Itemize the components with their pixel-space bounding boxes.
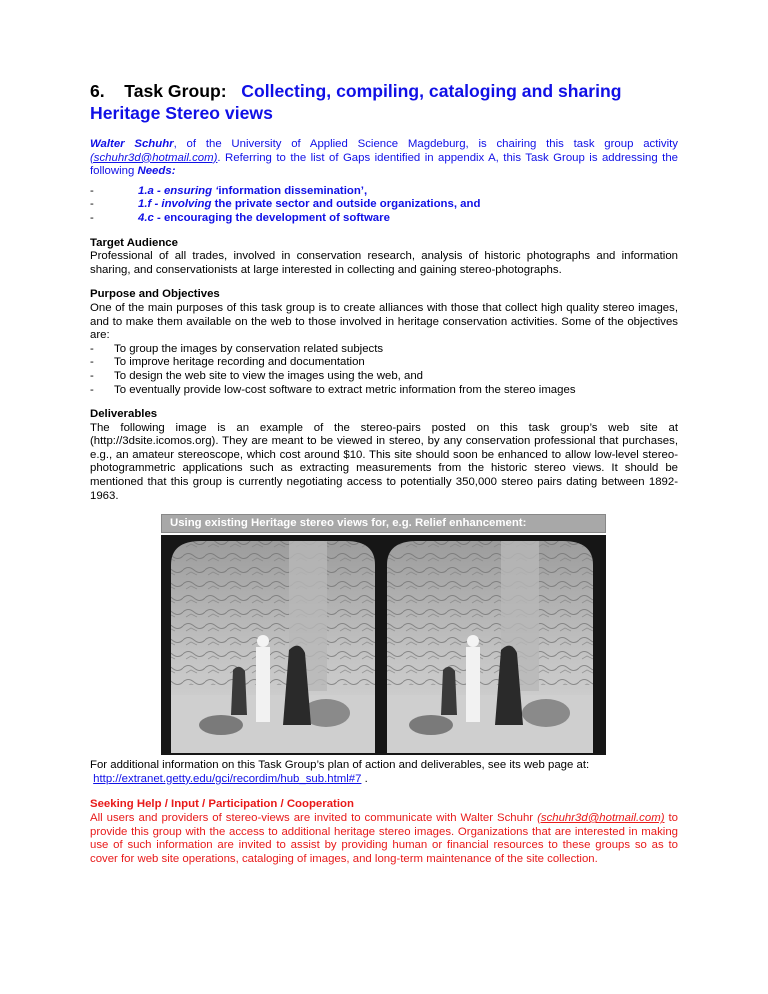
list-item: - 1.a - ensuring ‘information dissemination’, bbox=[90, 184, 368, 197]
list-item: - 4.c - encouraging the development of software bbox=[90, 211, 390, 224]
list-item: - To improve heritage recording and documentation bbox=[90, 356, 365, 369]
section-heading bbox=[90, 80, 678, 124]
stereo-figure bbox=[161, 514, 606, 755]
author-name: Walter Schuhr bbox=[90, 138, 174, 150]
web-page-link[interactable]: http://extranet.getty.edu/gci/recordim/hub_sub.html#7 bbox=[93, 772, 362, 785]
stereo-right-image bbox=[387, 541, 593, 753]
section-label: Task Group: bbox=[124, 81, 227, 101]
document-page bbox=[90, 80, 678, 866]
intro-text-2: . Referring to the list of Gaps identified in appendix A, this Task Group is addressing the following bbox=[90, 151, 678, 178]
need-code: 1.f - involving bbox=[138, 198, 215, 211]
need-text: - encouraging the development of software bbox=[157, 211, 390, 224]
deliverables-text: The following image is an example of the stereo-pairs posted on this task group’s web site at (http://3dsite.icomos.org). They are meant to be viewed in stereo, by any conservation professional that purchases, e.g., an amateur stereoscope, which cost around $10. This site should soon be enhanced to allow low-level stereo-photogrammetric applications such as extracting measurements from the historic stereo views. It should be mentioned that this group is currently negotiating access to potentially 350,000 stereo pairs dating between 1892-1963. bbox=[90, 421, 678, 502]
need-code: 1.a - ensuring ‘ bbox=[138, 184, 219, 197]
section-title-line1: Collecting, compiling, cataloging and sharing bbox=[241, 81, 622, 101]
intro-text-1: , of the University of Applied Science Magdeburg, is chairing this task group activity bbox=[173, 138, 679, 150]
contact-email-link[interactable]: (schuhr3d@hotmail.com) bbox=[537, 812, 665, 825]
additional-info-text: For additional information on this Task Group’s plan of action and deliverables, see its web page at: http://extranet.getty.edu/gci/recordim/hub_sub.html#7 . bbox=[90, 759, 590, 785]
purpose-title: Purpose and Objectives bbox=[90, 288, 220, 301]
list-item: - 1.f - involving the private sector and outside organizations, and bbox=[90, 198, 481, 211]
purpose-text: One of the main purposes of this task group is to create alliances with those that collect high quality stereo images, and to make them available on the web to those involved in heritage conservation activities. Some of the objectives are: bbox=[90, 301, 678, 342]
need-text: information dissemination’, bbox=[218, 184, 368, 197]
deliverables-title: Deliverables bbox=[90, 408, 158, 421]
list-item: - To group the images by conservation related subjects bbox=[90, 342, 384, 355]
seeking-help-title: Seeking Help / Input / Participation / Cooperation bbox=[90, 798, 354, 811]
list-item: - To design the web site to view the images using the web, and bbox=[90, 369, 423, 382]
section-number: 6. bbox=[90, 81, 105, 101]
target-audience-text: Professional of all trades, involved in conservation research, analysis of historic photographs and information sharing, and conservationists at large interested in collecting and gaining stereo-photographs. bbox=[90, 250, 678, 276]
stereo-left-image bbox=[171, 541, 375, 753]
intro-paragraph bbox=[90, 138, 678, 179]
section-title-line2: Heritage Stereo views bbox=[90, 103, 273, 123]
author-email-link[interactable]: (schuhr3d@hotmail.com) bbox=[90, 151, 218, 164]
need-text: the private sector and outside organizations, and bbox=[214, 198, 481, 211]
list-item: - To eventually provide low-cost software to extract metric information from the stereo images bbox=[90, 383, 576, 396]
objectives-list bbox=[90, 343, 678, 397]
seeking-help-text: All users and providers of stereo-views are invited to communicate with Walter Schuhr (schuhr3d@hotmail.com) to provide this group with the access to additional heritage stereo images. Organizations that are interested in making use of such information are invited to assist by providing human or financial resources to these groups so as to cover for web site operations, cataloging of images, and long-term maintenance of the site collection. bbox=[90, 812, 678, 865]
need-code: 4.c bbox=[138, 211, 157, 224]
target-audience-title: Target Audience bbox=[90, 236, 178, 249]
figure-caption: Using existing Heritage stereo views for, e.g. Relief enhancement: bbox=[161, 514, 606, 533]
needs-label: Needs: bbox=[137, 165, 176, 178]
stereo-pair-image bbox=[161, 533, 606, 755]
needs-list bbox=[90, 185, 678, 226]
